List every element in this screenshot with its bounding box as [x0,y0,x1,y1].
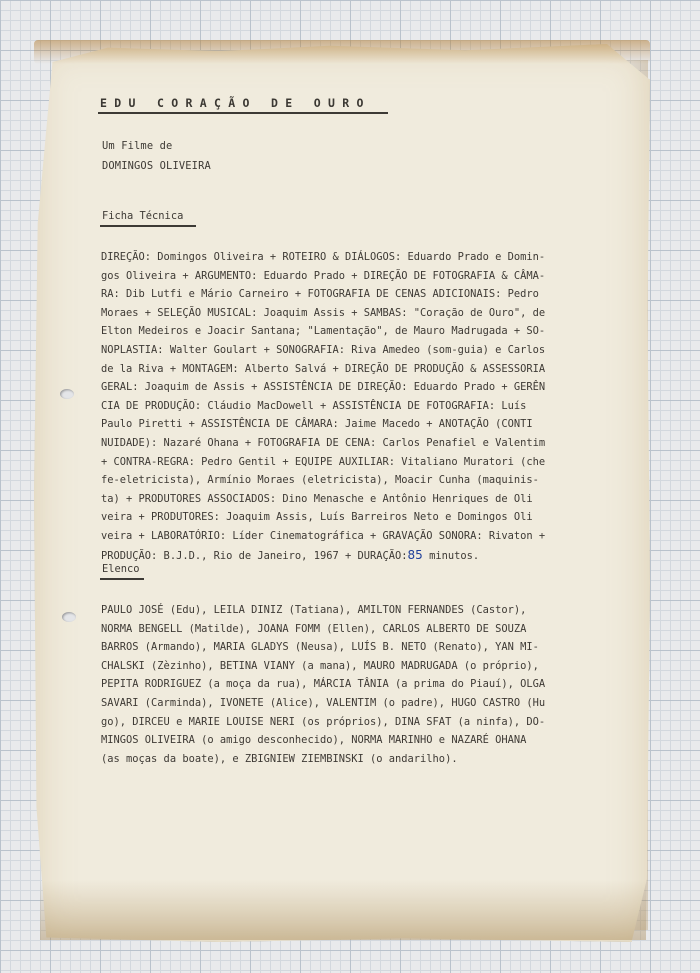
credits-line: veira + PRODUTORES: Joaquim Assis, Luís Barreiros Neto e Domingos Oli [101,511,533,524]
credits-line: Elton Medeiros e Joacir Santana; "Lamentação", de Mauro Madrugada + SO- [101,325,546,338]
cast-line: CHALSKI (Zèzinho), BETINA VIANY (a mana), MAURO MADRUGADA (o próprio), [101,659,539,672]
cast-line: BARROS (Armando), MARIA GLADYS (Neusa), LUÍS B. NETO (Renato), YAN MI- [101,641,539,654]
section-heading-elenco: Elenco [102,563,140,575]
credits-line: Paulo Piretti + ASSISTÊNCIA DE CÂMARA: Jaime Macedo + ANOTAÇÃO (CONTI [101,418,533,431]
punch-hole-upper [60,389,74,399]
production-text: PRODUÇÃO: B.J.D., Rio de Janeiro, 1967 + DURAÇÃO: [101,549,408,562]
credits-line: DIREÇÃO: Domingos Oliveira + ROTEIRO & DIÁLOGOS: Eduardo Prado e Domin- [101,251,546,263]
credits-line: CIA DE PRODUÇÃO: Cláudio MacDowell + ASSISTÊNCIA DE FOTOGRAFIA: Luís [101,399,527,412]
ficha-underline [100,225,196,227]
credits-line: NUIDADE): Nazaré Ohana + FOTOGRAFIA DE CENA: Carlos Penafiel e Valentim [101,436,546,449]
credits-line: RA: Dib Lutfi e Mário Carneiro + FOTOGRAFIA DE CENAS ADICIONAIS: Pedro [101,288,539,301]
handwritten-duration: 85 [407,547,423,562]
subtitle-line-1: Um Filme de [102,140,173,152]
credits-line: fe-eletricista), Armínio Moraes (eletricista), Moacir Cunha (maquinis- [101,474,539,487]
credits-line: NOPLASTIA: Walter Goulart + SONOGRAFIA: Riva Amedeo (som-guia) e Carlos [101,343,546,356]
credits-line: GERAL: Joaquim de Assis + ASSISTÊNCIA DE DIREÇÃO: Eduardo Prado + GERÊN [101,381,546,394]
credits-paragraph [101,248,613,564]
credits-line: de la Riva + MONTAGEM: Alberto Salvá + DIREÇÃO DE PRODUÇÃO & ASSESSORIA [101,362,546,375]
cast-line: PEPITA RODRIGUEZ (a moça da rua), MÁRCIA TÂNIA (a prima do Piauí), OLGA [101,678,546,691]
credits-line: veira + LABORATÓRIO: Líder Cinematográfica + GRAVAÇÃO SONORA: Rivaton + [101,529,546,542]
section-heading-ficha-tecnica: Ficha Técnica [102,210,184,222]
cast-line: PAULO JOSÉ (Edu), LEILA DINIZ (Tatiana), AMILTON FERNANDES (Castor), [101,604,527,616]
punch-hole-lower [62,612,76,622]
credits-line: ta) + PRODUTORES ASSOCIADOS: Dino Menasche e Antônio Henriques de Oli [101,492,533,505]
cast-paragraph [101,601,613,768]
title-underline [98,112,388,114]
credits-line: gos Oliveira + ARGUMENTO: Eduardo Prado + DIREÇÃO DE FOTOGRAFIA & CÂMA- [101,269,546,282]
credits-line: + CONTRA-REGRA: Pedro Gentil + EQUIPE AUXILIAR: Vitaliano Muratori (che [101,455,546,468]
cast-line: NORMA BENGELL (Matilde), JOANA FOMM (Ellen), CARLOS ALBERTO DE SOUZA [101,622,527,635]
cast-line: (as moças da boate), e ZBIGNIEW ZIEMBINSKI (o andarilho). [101,752,458,765]
paper-stain-bottom [40,880,646,940]
document-title: E D U C O R A Ç Ã O D E O U R O [100,96,364,110]
credits-line: Moraes + SELEÇÃO MUSICAL: Joaquim Assis + SAMBAS: "Coração de Ouro", de [101,306,546,319]
paper-stain-top [34,40,650,64]
credits-line-final [101,546,613,565]
cast-line: MINGOS OLIVEIRA (o amigo desconhecido), NORMA MARINHO e NAZARÉ OHANA [101,734,527,747]
cast-line: SAVARI (Carminda), IVONETE (Alice), VALENTIM (o padre), HUGO CASTRO (Hu [101,696,546,709]
elenco-underline [100,578,144,580]
duration-unit: minutos. [422,549,480,562]
director-name: DOMINGOS OLIVEIRA [102,160,211,172]
cast-line: go), DIRCEU e MARIE LOUISE NERI (os próprios), DINA SFAT (a ninfa), DO- [101,715,546,728]
